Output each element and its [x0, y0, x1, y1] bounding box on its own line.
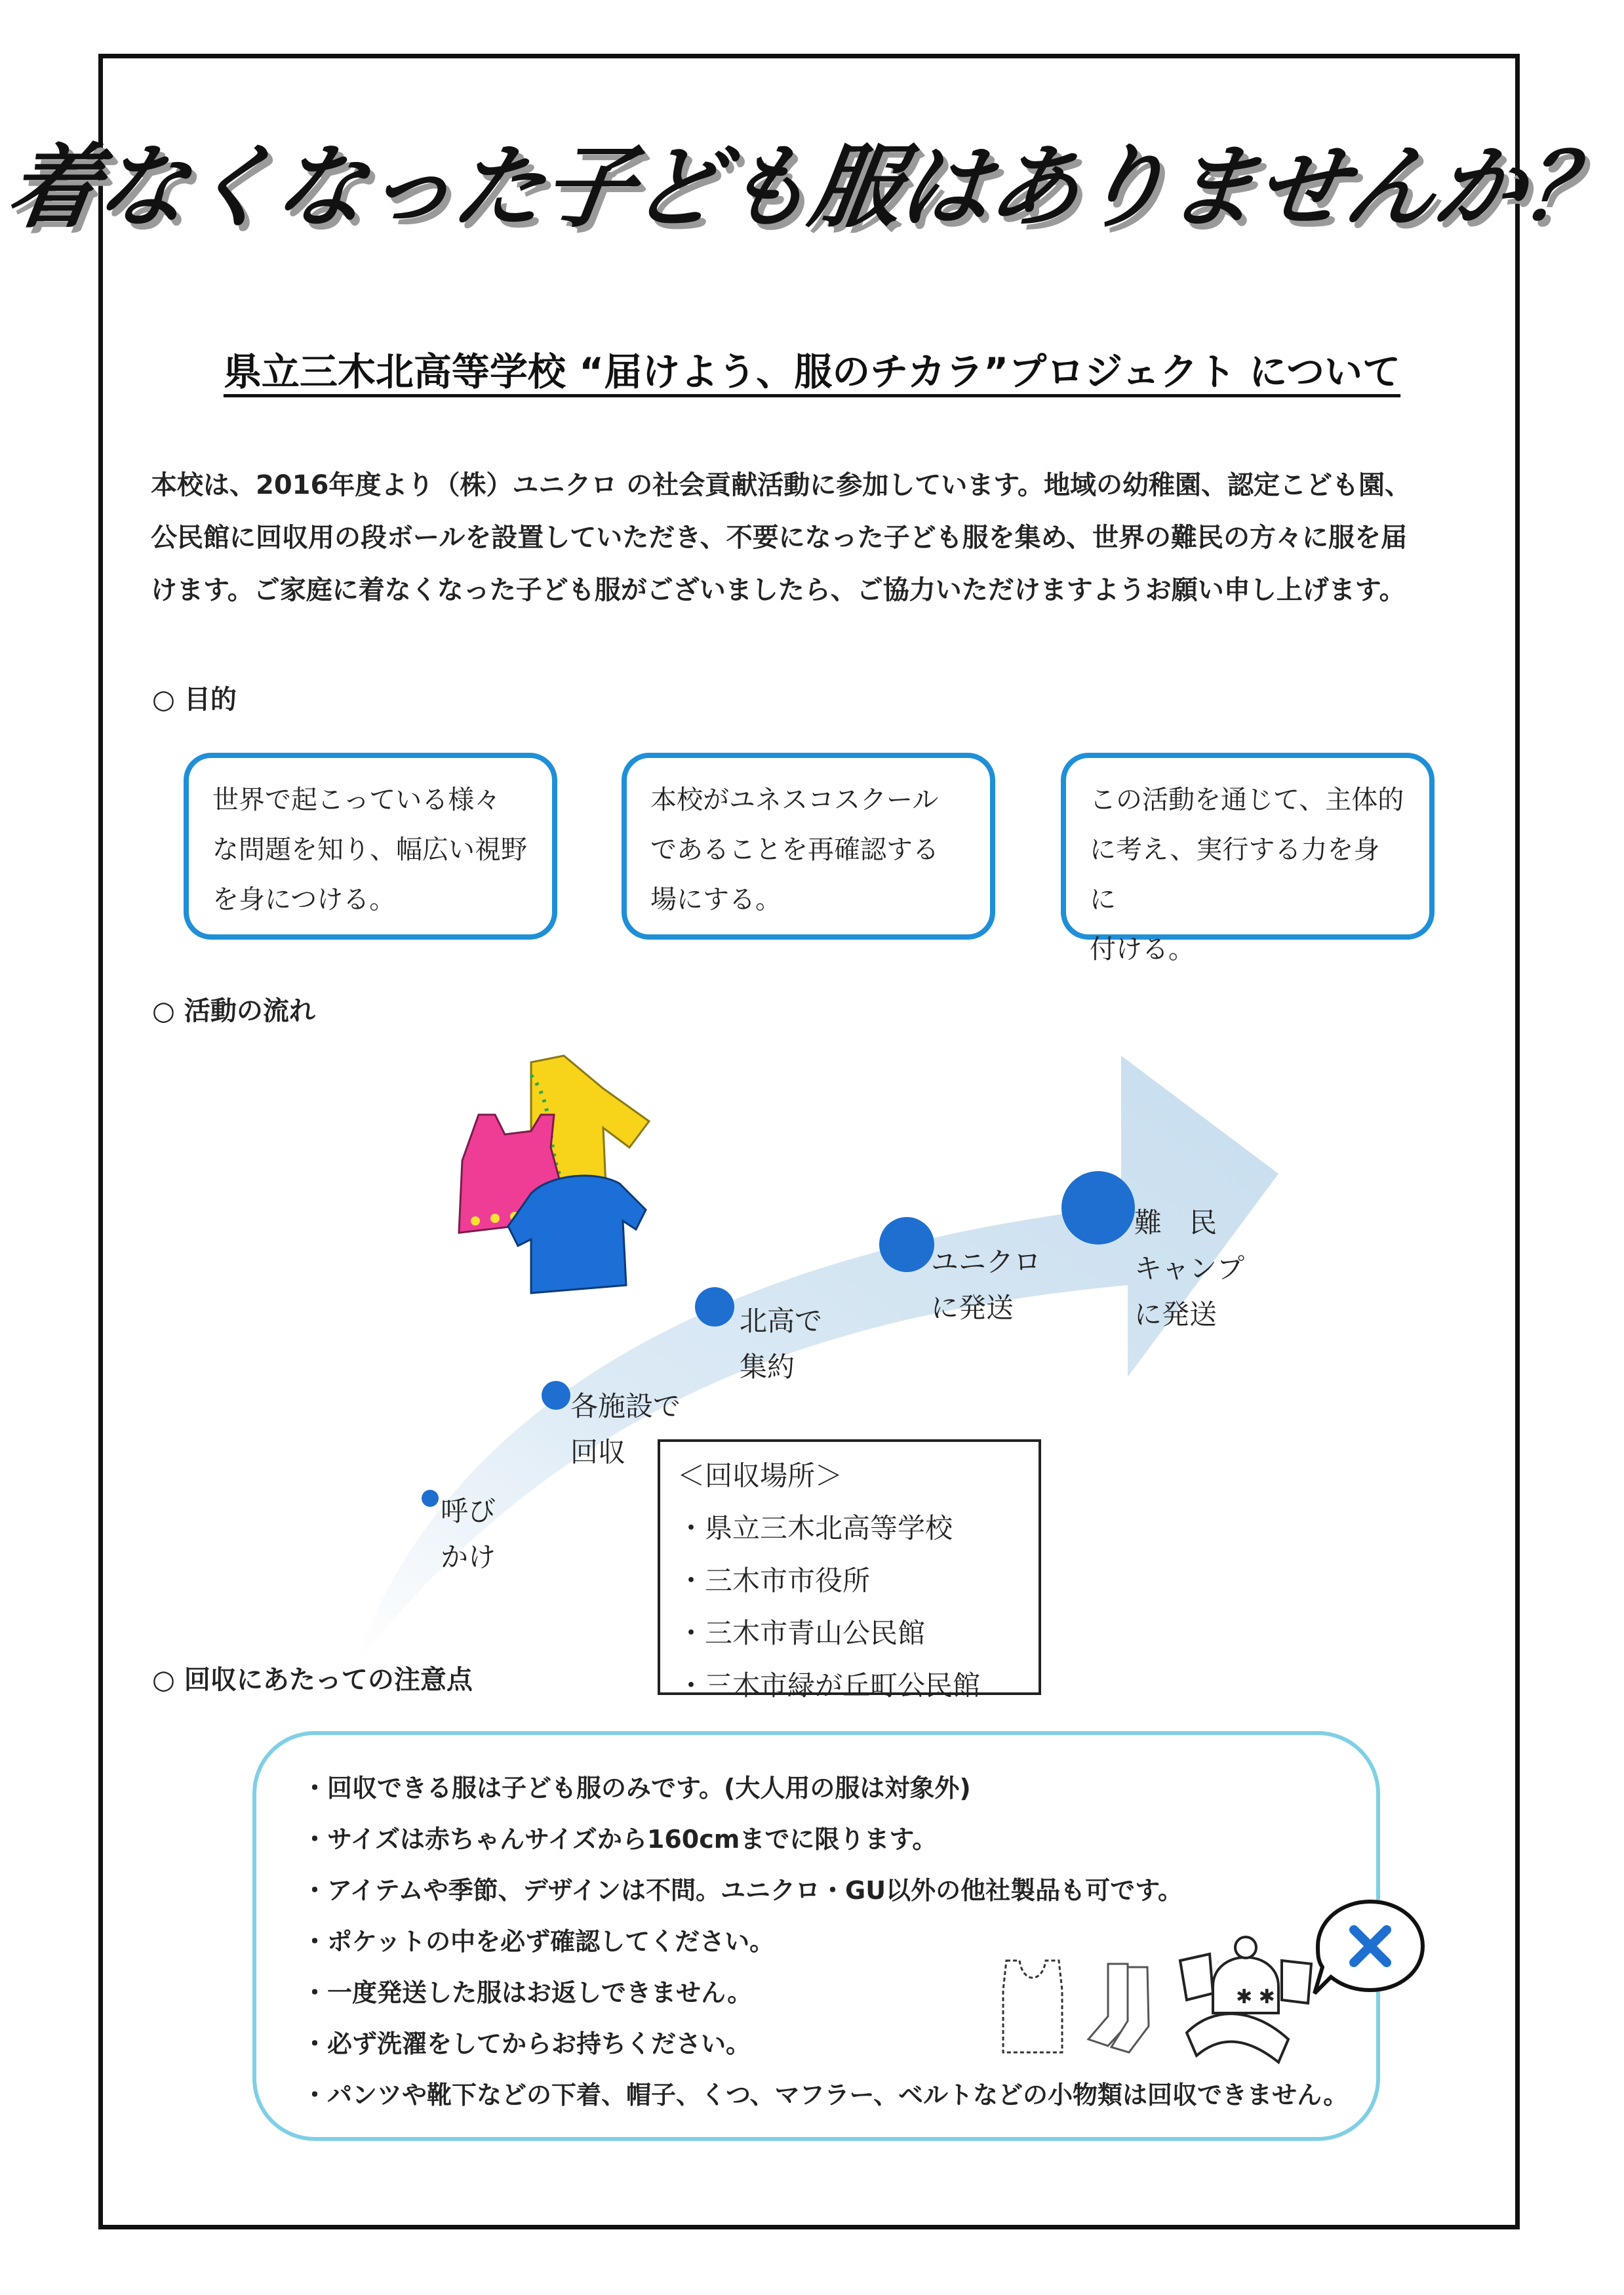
- intro-line: 公民館に回収用の段ボールを設置していただき、不要になった子ども服を集め、世界の難民の方々に服を届: [151, 523, 1407, 553]
- flow-step-1: [441, 1488, 496, 1580]
- goal-line: 本校がユネスコスクール: [650, 785, 939, 815]
- flow-dot-2: [542, 1381, 570, 1410]
- flow-step-line: 回収: [570, 1436, 626, 1468]
- flow-step-line: に発送: [1134, 1298, 1218, 1330]
- flow-step-line: 呼び: [441, 1495, 496, 1527]
- intro-line: 本校は、2016年度より（株）ユニクロ の社会貢献活動に参加しています。地域の幼稚園、認定こども園、: [151, 470, 1412, 500]
- note-item: ・パンツや靴下などの下着、帽子、くつ、マフラー、ベルトなどの小物類は回収できません。: [302, 2081, 1349, 2109]
- goal-box-3: [1061, 753, 1435, 965]
- goal-line: この活動を通じて、主体的: [1090, 785, 1404, 815]
- location-item: ・三木市青山公民館: [677, 1617, 926, 1649]
- flow-dot-5: [1061, 1171, 1135, 1245]
- location-item: ・県立三木北高等学校: [677, 1512, 953, 1544]
- notes-heading: ○ 回収にあたっての注意点: [152, 1665, 473, 1695]
- page-subtitle: [0, 341, 1624, 396]
- flow-step-line: 北高で: [740, 1305, 823, 1337]
- goal-line: を身につける。: [212, 885, 396, 915]
- goal-box-1: [184, 753, 557, 940]
- flow-heading: ○ 活動の流れ: [152, 996, 315, 1026]
- goal-line: であることを再確認する: [650, 835, 939, 865]
- goal-line: 付ける。: [1090, 934, 1195, 965]
- goal-box-2: [622, 753, 995, 940]
- flow-step-line: ユニクロ: [931, 1246, 1042, 1278]
- flow-step-3: [740, 1298, 822, 1390]
- goal-line: 世界で起こっている様々: [212, 785, 501, 815]
- collection-locations-box: [658, 1439, 1041, 1702]
- intro-paragraph: [151, 459, 1475, 616]
- note-item: ・サイズは赤ちゃんサイズから160cmまでに限ります。: [302, 1825, 938, 1854]
- flow-step-line: 集約: [740, 1351, 795, 1383]
- goal-line: な問題を知り、幅広い視野: [212, 835, 527, 865]
- flow-dot-4: [879, 1217, 934, 1272]
- goal-line: 場にする。: [650, 885, 782, 915]
- flow-step-line: に発送: [931, 1292, 1014, 1324]
- intro-line: けます。ご家庭に着なくなった子ども服がございましたら、ご協力いただけますようお願い申し上げます。: [151, 575, 1406, 605]
- hat-scarf-gloves-icon: [1174, 1934, 1318, 2072]
- note-item: ・ポケットの中を必ず確認してください。: [302, 1927, 775, 1956]
- flow-step-line: かけ: [441, 1541, 496, 1573]
- flow-step-line: 各施設で: [570, 1390, 681, 1422]
- flow-step-4: [931, 1239, 1041, 1331]
- subtitle-text: 県立三木北高等学校 “届けよう、服のチカラ”プロジェクト について: [223, 349, 1401, 394]
- children-clothes-icon: [433, 1049, 656, 1298]
- location-item: ・三木市市役所: [677, 1565, 871, 1597]
- note-item: ・回収できる服は子ども服のみです。(大人用の服は対象外): [302, 1774, 971, 1803]
- page-title: 着なくなった子ども服はありませんか？: [1, 134, 1621, 240]
- flow-step-5: [1134, 1200, 1244, 1338]
- flow-step-line: キャンプ: [1134, 1252, 1245, 1285]
- flow-dot-1: [422, 1490, 439, 1507]
- socks-icon: [1082, 1961, 1167, 2059]
- flow-step-line: 難 民: [1134, 1207, 1218, 1239]
- location-item: ・三木市緑が丘町公民館: [677, 1669, 981, 1702]
- note-item: ・一度発送した服はお返しできません。: [302, 1978, 753, 2007]
- undershirt-icon: [990, 1957, 1075, 2056]
- purpose-heading: ○ 目的: [152, 685, 237, 715]
- flow-dot-3: [695, 1287, 734, 1327]
- goal-line: に考え、実行する力を身に: [1090, 835, 1380, 915]
- locations-title: ＜回収場所＞: [677, 1460, 843, 1492]
- note-item: ・必ず洗濯をしてからお持ちください。: [302, 2029, 751, 2058]
- svg-text:✱ ✱: ✱ ✱: [1236, 1986, 1275, 2008]
- x-mark-bubble-icon: [1308, 1895, 1433, 2000]
- note-item: ・アイテムや季節、デザインは不問。ユニクロ・GU以外の他社製品も可です。: [302, 1876, 1183, 1905]
